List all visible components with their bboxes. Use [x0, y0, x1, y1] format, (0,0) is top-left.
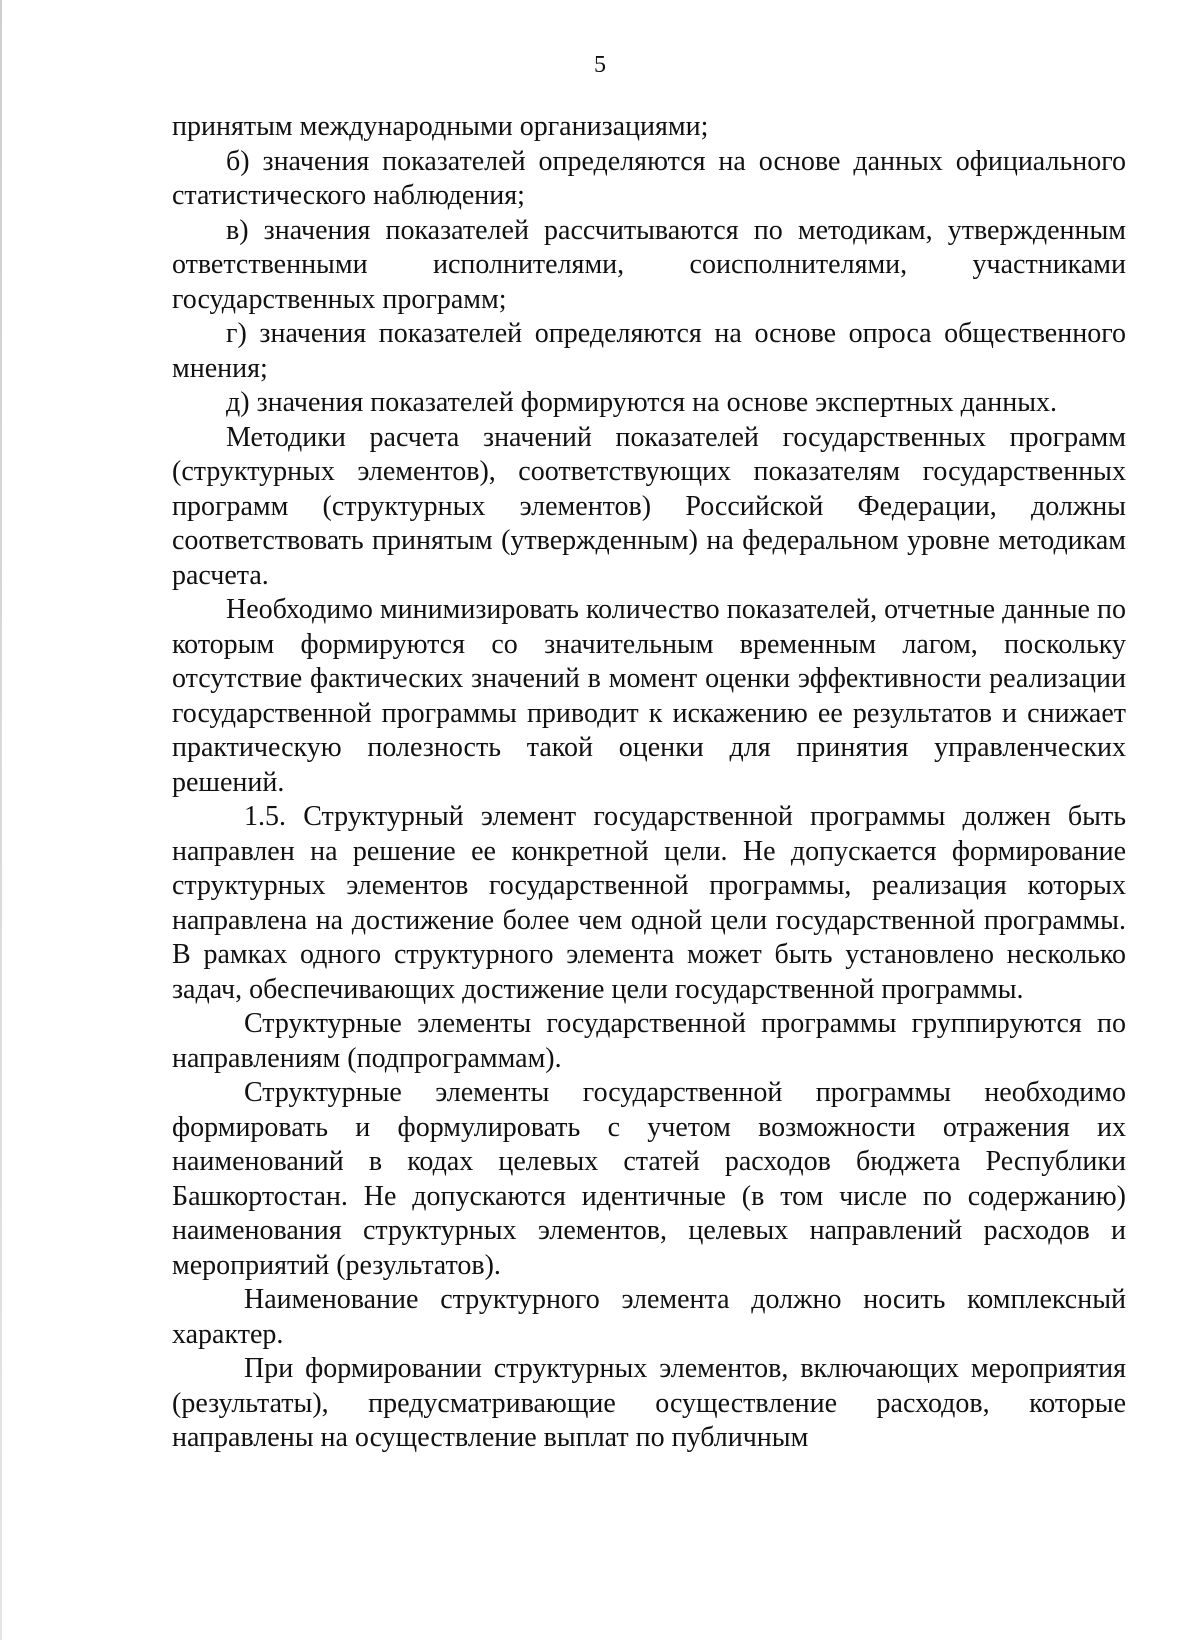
scan-edge	[0, 0, 2, 1640]
paragraph: д) значения показателей формируются на основе экспертных данных.	[226, 387, 1058, 418]
paragraph: Методики расчета значений показателей государственных программ (структурных элементов), соответствующих показателям государственных программ (структурных элементов) Российской Федерации, должны соответствовать принятым (утвержденным) на федеральном уровне методикам расчета.	[172, 421, 1126, 591]
paragraph: 1.5. Структурный элемент государственной программы должен быть направлен на решение ее конкретной цели. Не допускается формирование структурных элементов государственной программы, реализация которых направлена на достижение более чем одной цели государственной программы. В рамках одного структурного элемента может быть установлено несколько задач, обеспечивающих достижение цели государственной программы.	[172, 801, 1126, 1005]
paragraph: б) значения показателей определяются на основе данных официального статистического наблюдения;	[172, 145, 1126, 211]
paragraph: Наименование структурного элемента должно носить комплексный характер.	[172, 1284, 1126, 1350]
paragraph: принятым международными организациями;	[172, 111, 709, 142]
paragraph: Структурные элементы государственной программы группируются по направлениям (подпрограммам).	[172, 1008, 1126, 1074]
paragraph: в) значения показателей рассчитываются по методикам, утвержденным ответственными исполнителями, соисполнителями, участниками государственных программ;	[172, 214, 1126, 315]
document-body	[172, 110, 1126, 1456]
paragraph: г) значения показателей определяются на основе опроса общественного мнения;	[172, 318, 1126, 384]
page-number: 5	[594, 52, 606, 78]
paragraph: При формировании структурных элементов, включающих мероприятия (результаты), предусматривающие осуществление расходов, которые направлены на осуществление выплат по публичным	[172, 1353, 1126, 1453]
paragraph: Структурные элементы государственной программы необходимо формировать и формулировать с учетом возможности отражения их наименований в кодах целевых статей расходов бюджета Республики Башкортостан. Не допускаются идентичные (в том числе по содержанию) наименования структурных элементов, целевых направлений расходов и мероприятий (результатов).	[172, 1077, 1126, 1281]
paragraph: Необходимо минимизировать количество показателей, отчетные данные по которым формируются со значительным временным лагом, поскольку отсутствие фактических значений в момент оценки эффективности реализации государственной программы приводит к искажению ее результатов и снижает практическую полезность такой оценки для принятия управленческих решений.	[172, 594, 1126, 798]
